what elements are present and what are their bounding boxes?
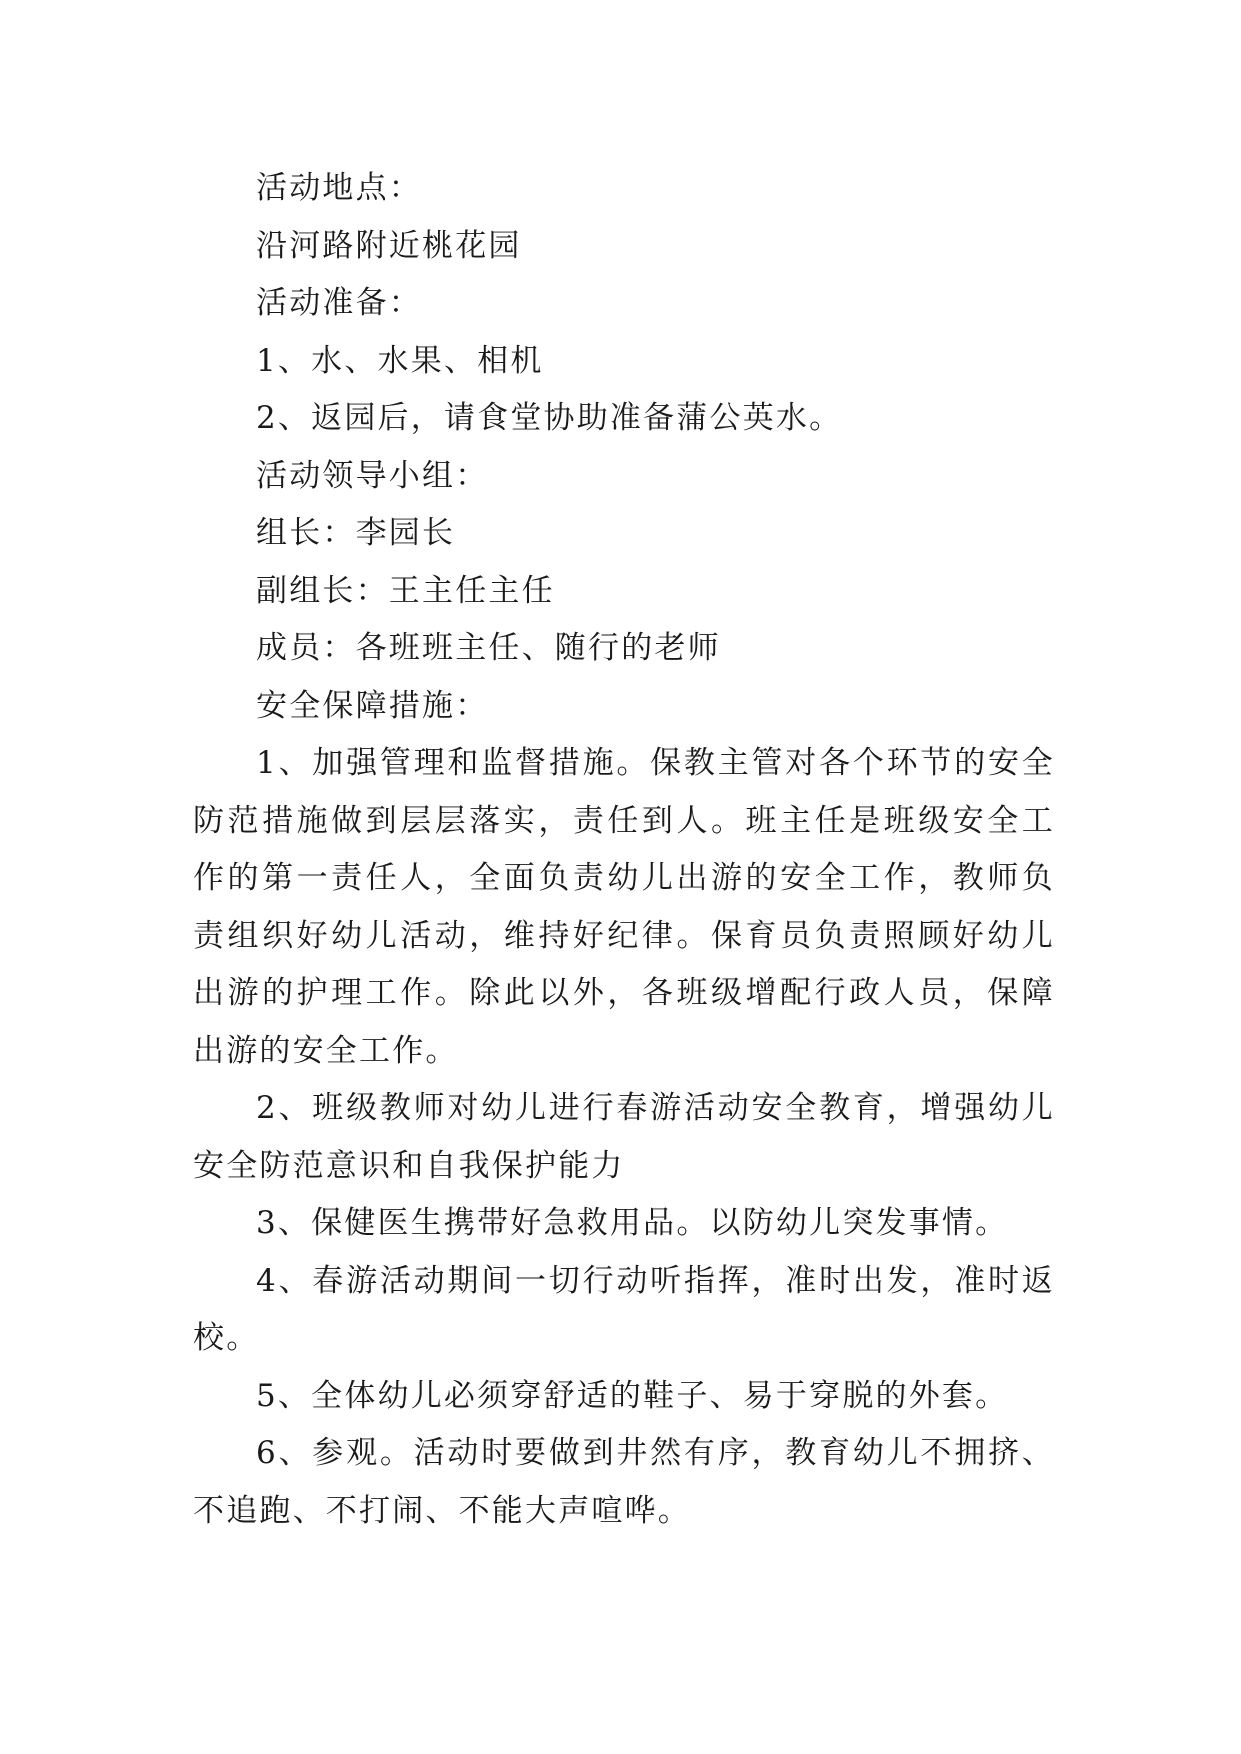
document-page [193, 160, 1055, 1540]
safety-measure-4: 4、春游活动期间一切行动听指挥，准时出发，准时返校。 [193, 1262, 1055, 1356]
safety-measure-3: 3、保健医生携带好急救用品。以防幼儿突发事情。 [256, 1205, 1009, 1241]
safety-measure-6: 6、参观。活动时要做到井然有序，教育幼儿不拥挤、不追跑、不打闹、不能大声喧哗。 [193, 1435, 1055, 1529]
safety-measure-1: 1、加强管理和监督措施。保教主管对各个环节的安全防范措施做到层层落实，责任到人。班主任是班级安全工作的第一责任人，全面负责幼儿出游的安全工作，教师负责组织好幼儿活动，维持好纪律。保育员负责照顾好幼儿出游的护理工作。除此以外，各班级增配行政人员，保障出游的安全工作。 [193, 745, 1055, 1069]
deputy-group-leader: 副组长：王主任主任 [256, 572, 555, 609]
leadership-group-heading: 活动领导小组： [256, 457, 489, 494]
preparation-item-2: 2、返园后，请食堂协助准备蒲公英水。 [256, 400, 843, 436]
safety-measure-5: 5、全体幼儿必须穿舒适的鞋子、易于穿脱的外套。 [256, 1377, 1009, 1414]
group-members: 成员：各班班主任、随行的老师 [256, 630, 721, 666]
safety-measures-heading: 安全保障措施： [256, 687, 489, 724]
preparation-item-1: 1、水、水果、相机 [256, 342, 544, 379]
safety-measure-2: 2、班级教师对幼儿进行春游活动安全教育，增强幼儿安全防范意识和自我保护能力 [193, 1090, 1055, 1184]
group-leader: 组长：李园长 [256, 515, 456, 551]
activity-location-heading: 活动地点： [256, 170, 422, 206]
activity-preparation-heading: 活动准备： [256, 285, 422, 321]
activity-location-value: 沿河路附近桃花园 [256, 227, 522, 264]
